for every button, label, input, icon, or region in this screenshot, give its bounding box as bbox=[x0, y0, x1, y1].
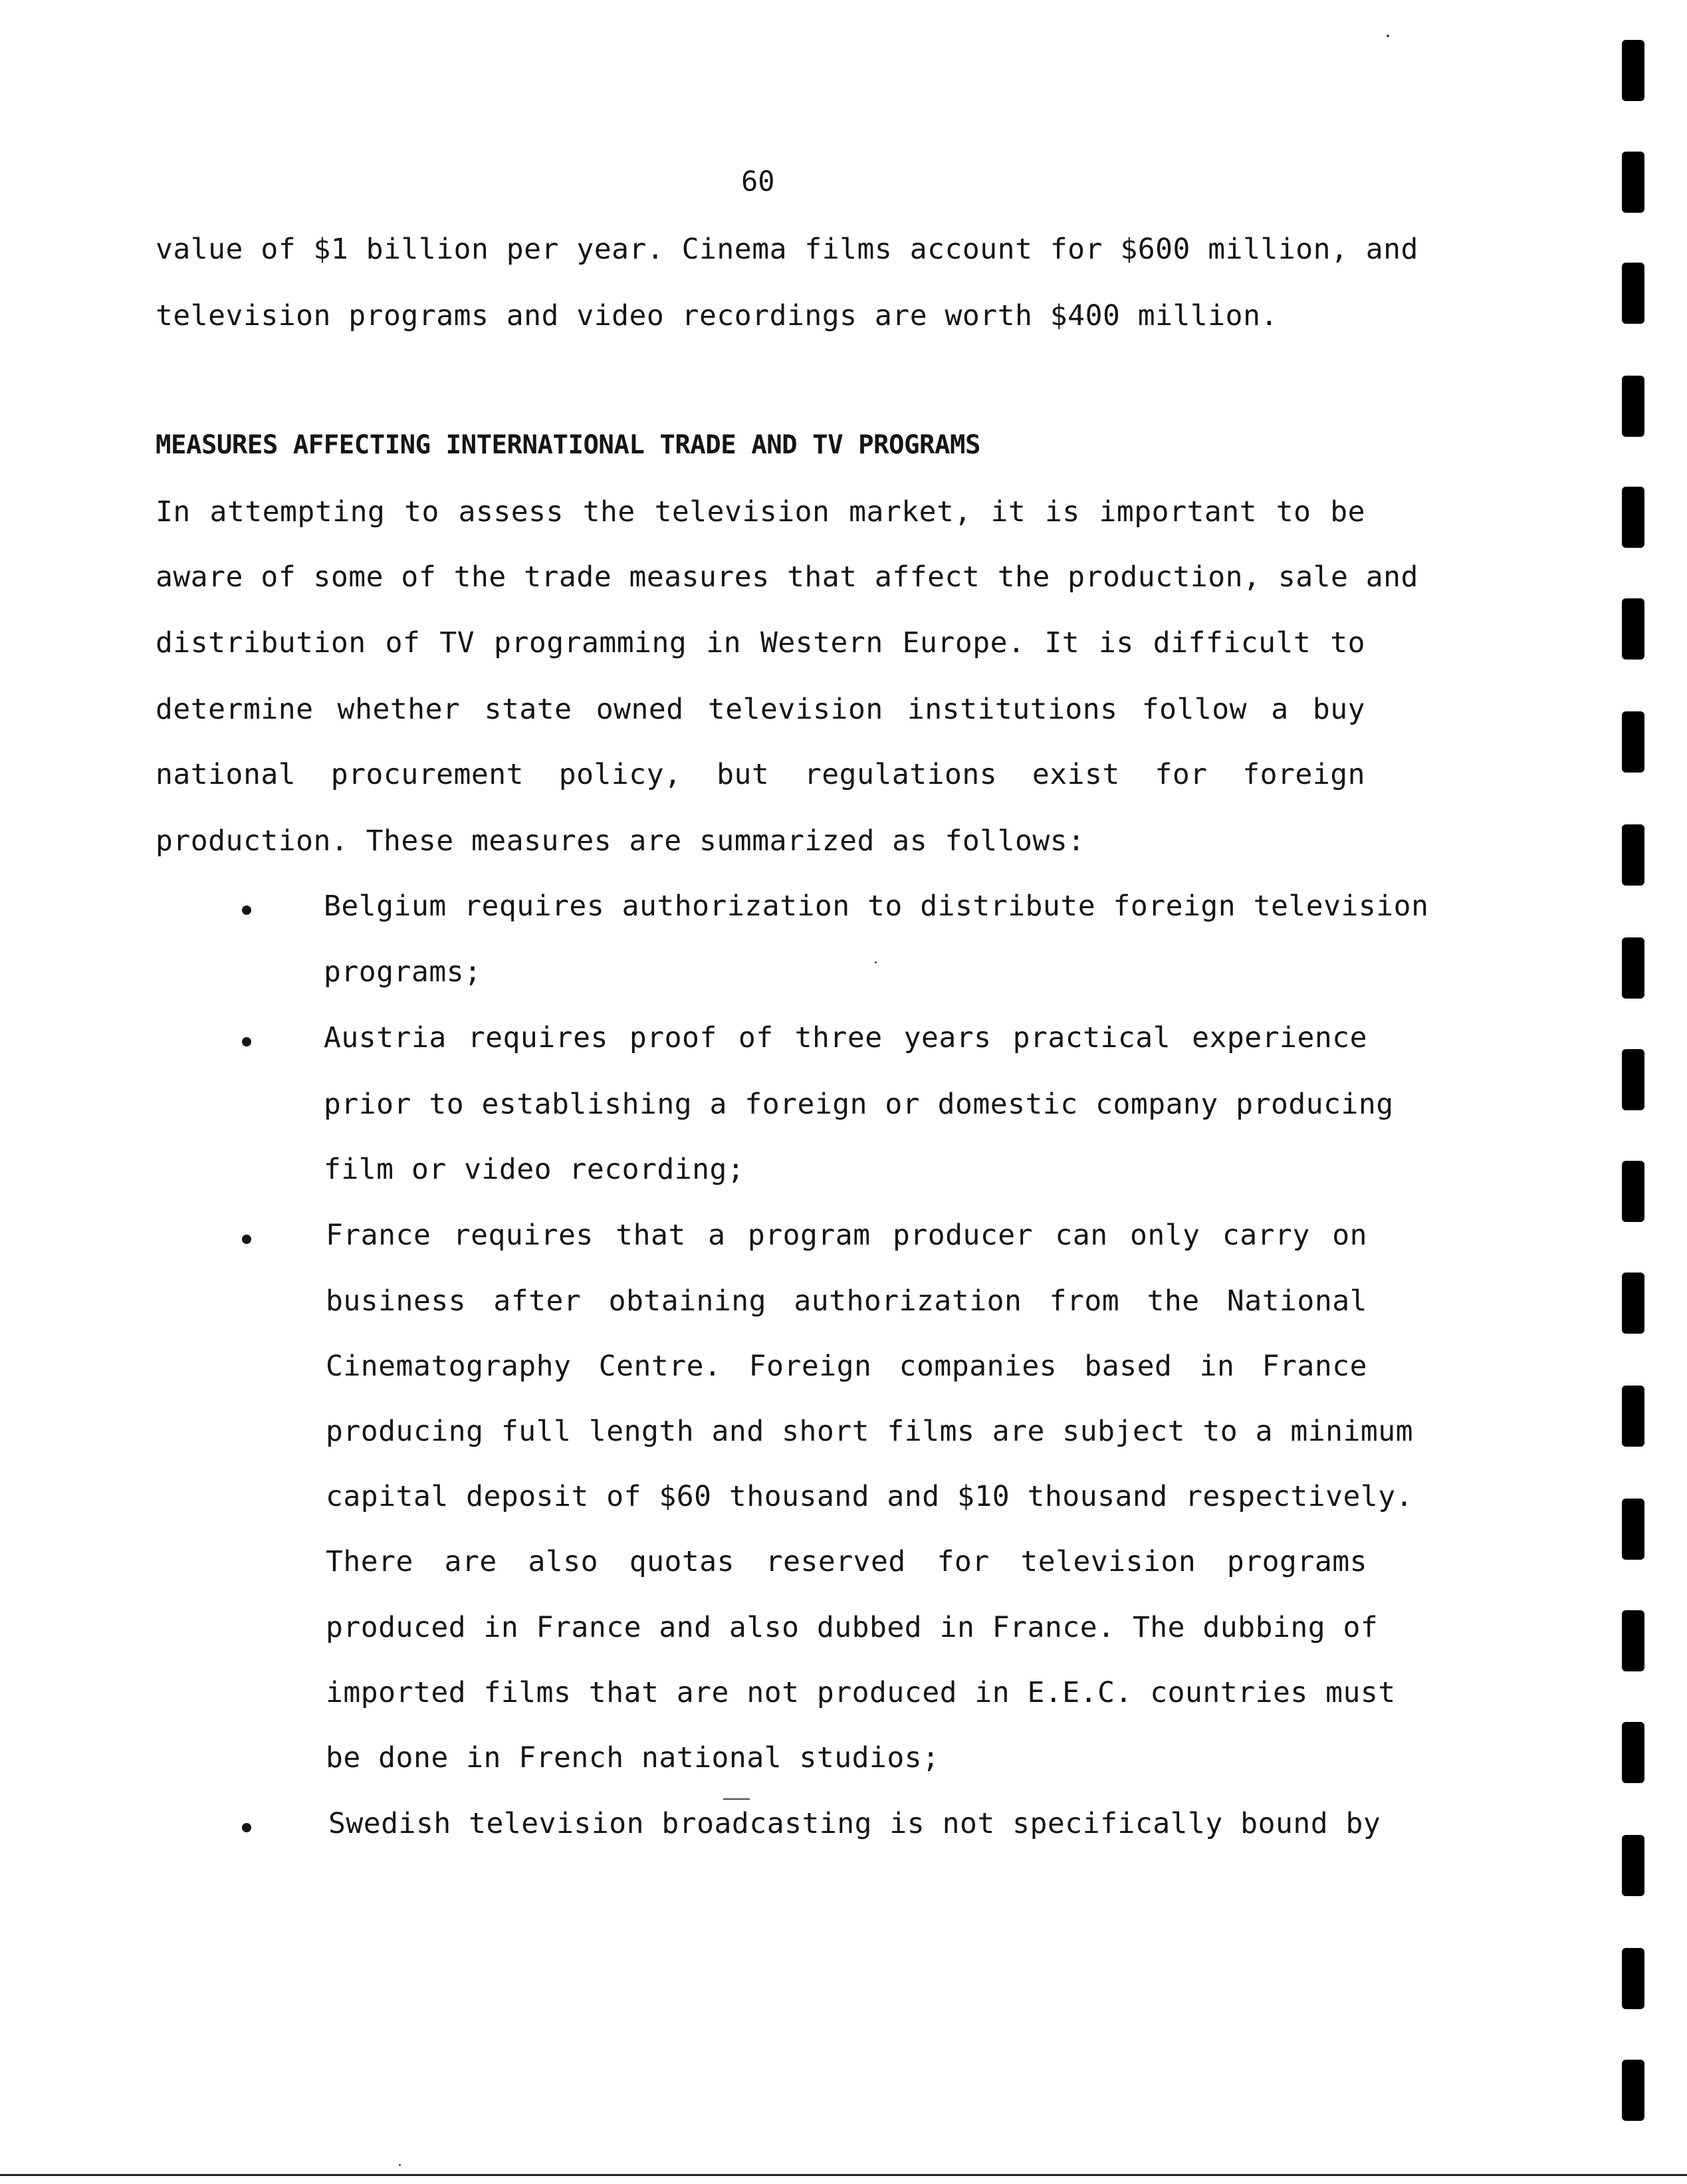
speck bbox=[399, 2164, 401, 2166]
margin-bar bbox=[1622, 1610, 1644, 1671]
text-line: producing full length and short films are subject to a minimum bbox=[326, 1415, 1414, 1448]
margin-bar bbox=[1622, 152, 1644, 213]
speck bbox=[875, 961, 877, 963]
margin-bar bbox=[1622, 937, 1644, 999]
text-line: In attempting to assess the television market, it is important to be bbox=[156, 495, 1365, 529]
margin-bar bbox=[1622, 1835, 1644, 1896]
margin-bar bbox=[1622, 1049, 1644, 1110]
margin-bar bbox=[1622, 598, 1644, 660]
text-line: produced in France and also dubbed in France. The dubbing of bbox=[326, 1611, 1379, 1644]
bottom-rule bbox=[0, 2174, 1687, 2176]
text-line: France requires that a program producer can only carry on bbox=[326, 1219, 1367, 1252]
bullet-icon bbox=[242, 906, 251, 915]
text-line: Belgium requires authorization to distribute foreign television bbox=[324, 890, 1429, 923]
margin-bar bbox=[1622, 40, 1644, 101]
margin-bar bbox=[1622, 824, 1644, 886]
bullet-icon bbox=[242, 1823, 251, 1832]
margin-bar bbox=[1622, 1499, 1644, 1560]
section-heading: MEASURES AFFECTING INTERNATIONAL TRADE AND TV PROGRAMS bbox=[156, 430, 980, 460]
margin-bar bbox=[1622, 711, 1644, 773]
text-line: Austria requires proof of three years practical experience bbox=[324, 1021, 1367, 1054]
text-line: business after obtaining authorization from the National bbox=[326, 1284, 1367, 1318]
margin-bar bbox=[1622, 2060, 1644, 2121]
text-line: Swedish television broadcasting is not specifically bound by bbox=[328, 1807, 1381, 1840]
margin-bar bbox=[1622, 1161, 1644, 1222]
text-line: capital deposit of $60 thousand and $10 thousand respectively. bbox=[326, 1480, 1414, 1513]
page-number: 60 bbox=[741, 165, 775, 197]
margin-bar bbox=[1622, 263, 1644, 324]
text-line: determine whether state owned television institutions follow a buy bbox=[156, 693, 1365, 726]
text-line: national procurement policy, but regulations exist for foreign bbox=[156, 758, 1365, 791]
margin-bar bbox=[1622, 1948, 1644, 2009]
speck bbox=[723, 1798, 750, 1800]
text-line: distribution of TV programming in Western Europe. It is difficult to bbox=[156, 626, 1365, 660]
bullet-icon bbox=[242, 1037, 251, 1046]
text-line: prior to establishing a foreign or domestic company producing bbox=[324, 1088, 1394, 1121]
bullet-icon bbox=[242, 1235, 251, 1244]
text-line: value of $1 billion per year. Cinema films account for $600 million, and bbox=[156, 233, 1418, 266]
text-line: There are also quotas reserved for television programs bbox=[326, 1545, 1367, 1578]
text-line: imported films that are not produced in E.E.C. countries must bbox=[326, 1676, 1396, 1709]
margin-bar bbox=[1622, 1273, 1644, 1334]
text-line: programs; bbox=[324, 955, 482, 989]
text-line: television programs and video recordings are worth $400 million. bbox=[156, 299, 1278, 332]
text-line: aware of some of the trade measures that affect the production, sale and bbox=[156, 560, 1418, 594]
margin-bar bbox=[1622, 1386, 1644, 1447]
margin-bar bbox=[1622, 376, 1644, 437]
speck bbox=[1387, 35, 1389, 37]
text-line: Cinematography Centre. Foreign companies based in France bbox=[326, 1350, 1367, 1383]
text-line: production. These measures are summarized as follows: bbox=[156, 824, 1085, 858]
margin-bar bbox=[1622, 487, 1644, 548]
text-line: film or video recording; bbox=[324, 1153, 745, 1186]
margin-bar bbox=[1622, 1722, 1644, 1783]
text-line: be done in French national studios; bbox=[326, 1741, 940, 1774]
